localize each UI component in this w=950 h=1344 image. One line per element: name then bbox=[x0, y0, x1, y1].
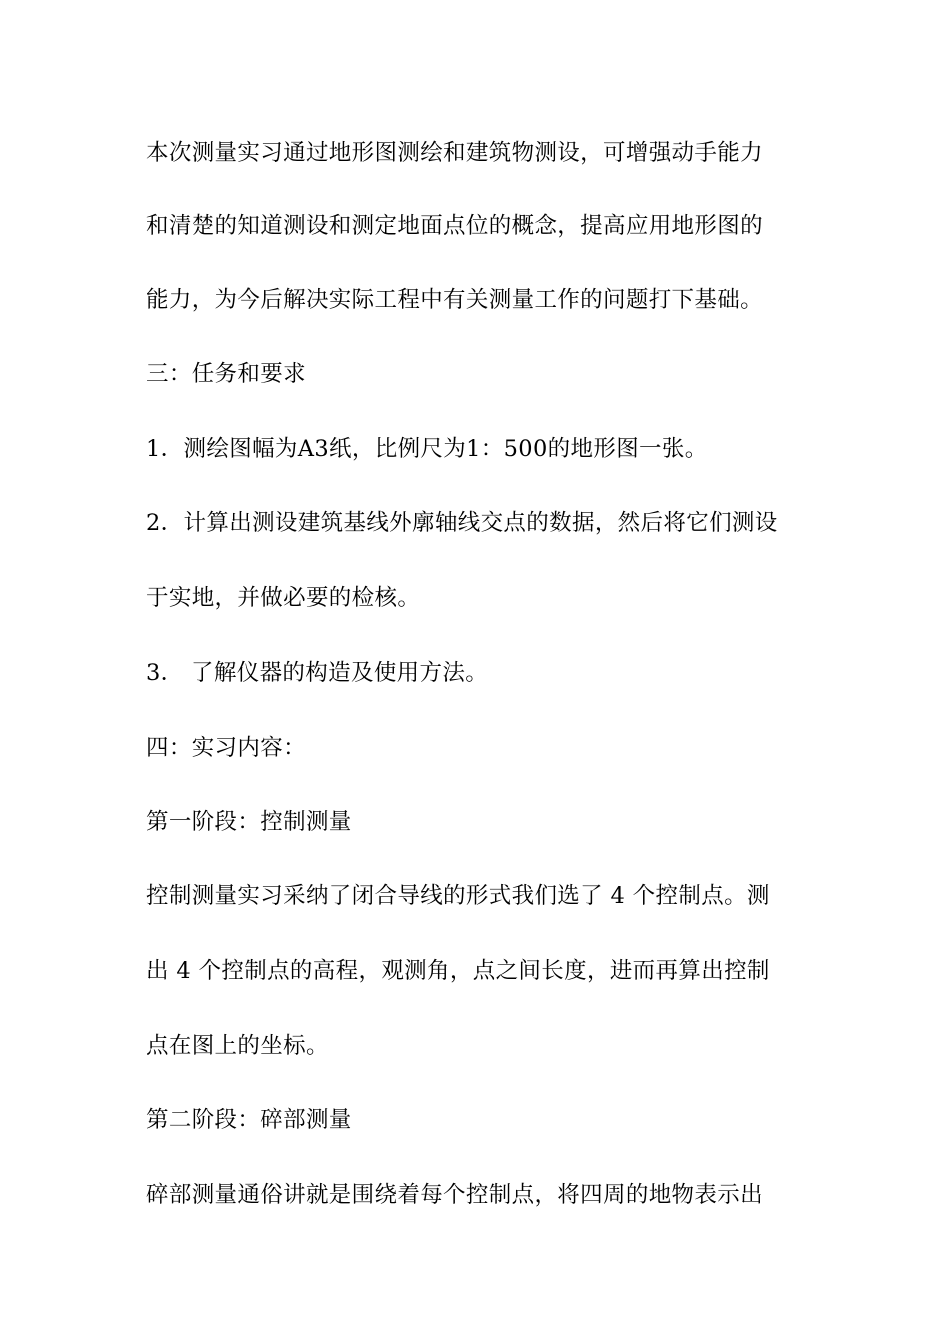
section-heading-content: 四：实习内容： bbox=[146, 735, 306, 761]
paragraph-line-2: 和清楚的知道测设和测定地面点位的概念，提高应用地形图的 bbox=[146, 213, 763, 239]
list-item-2-line-1: 2．计算出测设建筑基线外廓轴线交点的数据，然后将它们测设 bbox=[146, 510, 778, 536]
list-item-3: 3． 了解仪器的构造及使用方法。 bbox=[146, 660, 489, 686]
list-item-2-line-2: 于实地，并做必要的检核。 bbox=[146, 585, 421, 611]
list-item-1: 1．测绘图幅为A3纸，比例尺为1：500的地形图一张。 bbox=[146, 436, 708, 462]
paragraph-line-3: 能力，为今后解决实际工程中有关测量工作的问题打下基础。 bbox=[146, 287, 763, 313]
section-heading-tasks: 三：任务和要求 bbox=[146, 361, 306, 387]
stage-heading-2: 第二阶段：碎部测量 bbox=[146, 1107, 352, 1133]
stage-1-line-3: 点在图上的坐标。 bbox=[146, 1033, 329, 1059]
stage-2-line-1: 碎部测量通俗讲就是围绕着每个控制点，将四周的地物表示出 bbox=[146, 1182, 763, 1208]
stage-1-line-2: 出 4 个控制点的高程，观测角，点之间长度，进而再算出控制 bbox=[146, 958, 770, 984]
stage-1-line-1: 控制测量实习采纳了闭合导线的形式我们选了 4 个控制点。测 bbox=[146, 883, 770, 909]
paragraph-line-1: 本次测量实习通过地形图测绘和建筑物测设，可增强动手能力 bbox=[146, 140, 763, 166]
stage-heading-1: 第一阶段：控制测量 bbox=[146, 809, 352, 835]
